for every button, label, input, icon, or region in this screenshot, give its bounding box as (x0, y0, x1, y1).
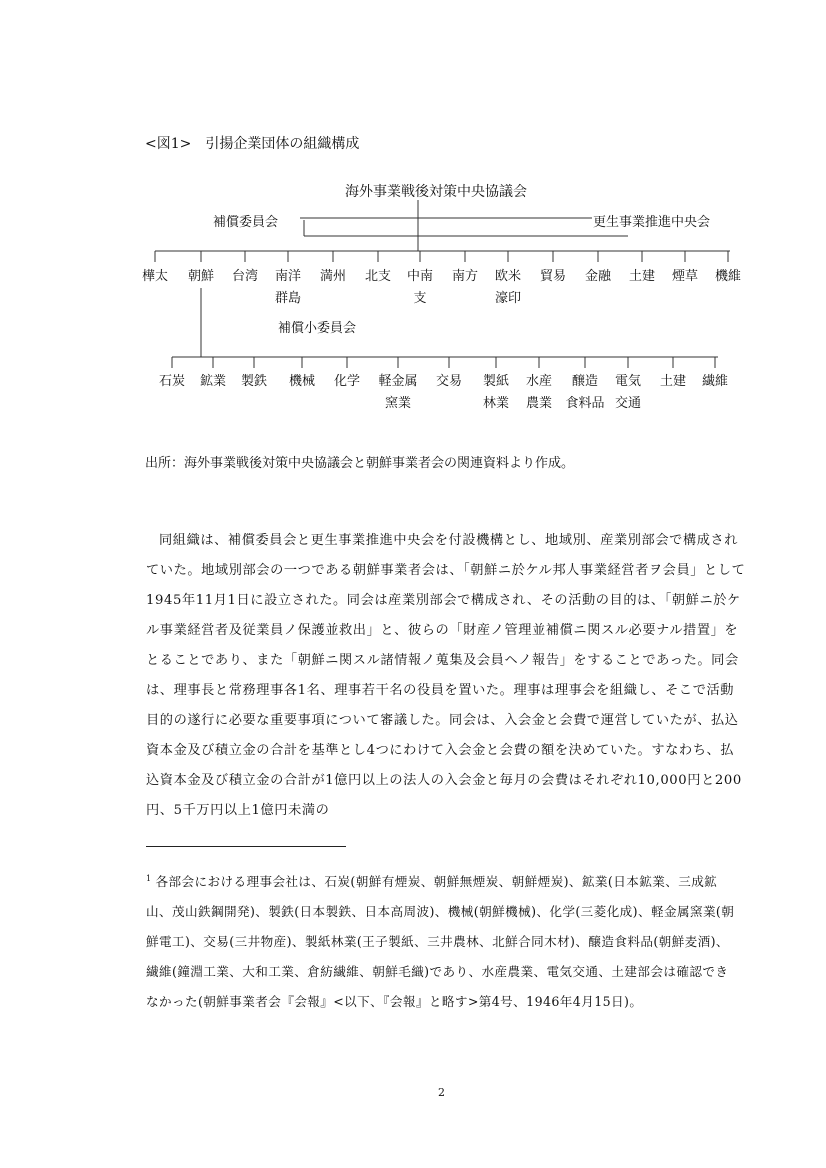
industry-label: 土建 (659, 374, 686, 389)
region-node (573, 266, 623, 288)
region-label: 煙草 (671, 269, 698, 284)
region-node (395, 266, 445, 310)
industry-node (603, 371, 653, 415)
region-node (308, 266, 358, 288)
region-label: 台湾 (231, 269, 258, 284)
body-paragraph: 同組織は、補償委員会と更生事業推進中央会を付設機構とし、地域別、産業別部会で構成されていた。地域別部会の一つである朝鮮事業者会は、「朝鮮ニ於ケル邦人事業経営者ヲ会員」として1945年11月1日に設立された。同会は産業別部会で構成され、その活動の目的は、「朝鮮ニ於ケル事業経営者及従業員ノ保護並救出」と、彼らの「財産ノ管理並補償ニ関スル必要ナル措置」をとることであり、また「朝鮮ニ関スル諸情報ノ蒐集及会員ヘノ報告」をすることであった。同会は、理事長と常務理事各1名、理事若干名の役員を置いた。理事は理事会を組織し、そこで活動目的の遂行に必要な重要事項について審議した。同会は、入会金と会費で運営していたが、払込資本金及び積立金の合計を基準とし4つにわけて入会金と会費の額を決めていた。すなわち、払込資本金及び積立金の合計が1億円以上の法人の入会金と毎月の会費はそれぞれ10,000円と200円、5千万円以上1億円未満の (146, 533, 746, 818)
region-node (528, 266, 578, 288)
industry-label: 製鉄 (240, 374, 267, 389)
figure-source: 出所：海外事業戦後対策中央協議会と朝鮮事業者会の関連資料より作成。 (145, 456, 575, 471)
industry-node (424, 371, 474, 393)
industry-label: 軽金属 (378, 374, 418, 389)
region-label: 機維 (714, 269, 741, 284)
region-label: 貿易 (539, 269, 566, 284)
footnote (146, 864, 740, 1017)
region-label: 北支 (364, 269, 391, 284)
industry-label: 交易 (435, 374, 462, 389)
industry-label: 機械 (288, 374, 315, 389)
region-label: 朝鮮 (187, 269, 214, 284)
industry-label-line2: 農業 (525, 396, 552, 411)
org-chart-lines (0, 0, 826, 420)
region-node (483, 266, 533, 310)
industry-label-line2: 食料品 (565, 396, 605, 411)
industry-node (690, 371, 740, 393)
industry-label: 繊維 (701, 374, 728, 389)
industry-label: 水産 (525, 374, 552, 389)
footnote-divider (146, 846, 346, 847)
industry-node (373, 371, 423, 415)
page-number: 2 (438, 1086, 445, 1099)
region-node (703, 266, 753, 288)
compensation-committee: 補償委員会 (213, 215, 279, 230)
industry-node (514, 371, 564, 415)
region-node (176, 266, 226, 288)
industry-node (322, 371, 372, 393)
footnote-text: 各部会における理事会社は、石炭(朝鮮有煙炭、朝鮮無煙炭、朝鮮煙炭)、鉱業(日本鉱業、三成鉱山、茂山鉄鋼開発)、製鉄(日本製鉄、日本高周波)、機械(朝鮮機械)、化学(三菱化成)、軽金属窯業(朝鮮電工)、交易(三井物産)、製紙林業(王子製紙、三井農林、北鮮合同木材)、醸造食料品(朝鮮麦酒)、繊維(鐘淵工業、大和工業、倉紡繊維、朝鮮毛織)であり、水産農業、電気交通、土建部会は確認できなかった(朝鮮事業者会『会報』<以下、『会報』と略す>第4号、1946年4月15日)。 (146, 874, 735, 1010)
region-label: 土建 (628, 269, 655, 284)
region-label: 南方 (451, 269, 478, 284)
region-label: 金融 (584, 269, 611, 284)
industry-label: 鉱業 (199, 374, 226, 389)
region-label-line2: 支 (413, 291, 427, 306)
rehabilitation-council: 更生事業推進中央会 (593, 215, 711, 230)
region-label: 樺太 (141, 269, 168, 284)
industry-label: 化学 (333, 374, 360, 389)
central-council: 海外事業戦後対策中央協議会 (345, 184, 527, 200)
compensation-subcommittee: 補償小委員会 (278, 321, 357, 336)
footnote-mark: 1 (146, 874, 152, 883)
industry-label-line2: 林業 (482, 396, 509, 411)
region-label: 欧米 (494, 269, 521, 284)
industry-label: 製紙 (482, 374, 509, 389)
region-label-line2: 群島 (274, 291, 301, 306)
industry-label: 醸造 (571, 374, 598, 389)
industry-label-line2: 窯業 (384, 396, 411, 411)
figure-title: <図1> 引揚企業団体の組織構成 (145, 136, 360, 152)
body-text (146, 526, 746, 826)
industry-label: 石炭 (158, 374, 185, 389)
region-label: 中南 (406, 269, 433, 284)
industry-label: 電気 (614, 374, 641, 389)
region-node (263, 266, 313, 310)
region-node (130, 266, 180, 288)
region-label: 満州 (319, 269, 346, 284)
industry-label-line2: 交通 (614, 396, 641, 411)
industry-node (229, 371, 279, 393)
region-label: 南洋 (274, 269, 301, 284)
industry-node (277, 371, 327, 393)
region-label-line2: 濠印 (494, 291, 521, 306)
